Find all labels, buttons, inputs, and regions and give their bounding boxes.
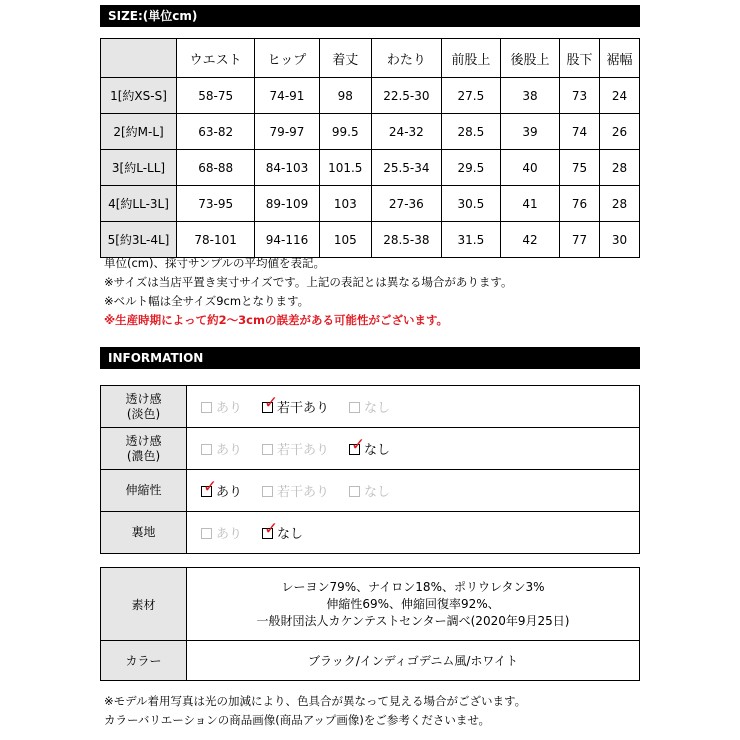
material-row	[101, 568, 640, 641]
info-option	[262, 481, 329, 500]
material-label: 素材	[101, 568, 187, 641]
size-cell: 73	[560, 78, 600, 114]
info-label-main: 透け感	[125, 391, 162, 406]
info-option	[201, 523, 242, 542]
info-option-label: なし	[364, 401, 391, 416]
info-label	[101, 470, 187, 512]
material-value	[187, 568, 640, 641]
checked-checkbox-icon	[201, 477, 218, 497]
size-cell: 25.5-34	[371, 150, 441, 186]
size-cell: 26	[600, 114, 640, 150]
size-column-header: 後股上	[500, 39, 559, 78]
size-row	[101, 78, 640, 114]
size-cell: 41	[500, 186, 559, 222]
info-label-main: 伸縮性	[125, 483, 162, 497]
size-cell: 28	[600, 150, 640, 186]
size-cell: 76	[560, 186, 600, 222]
size-cell: 105	[319, 222, 371, 258]
size-cell: 89-109	[255, 186, 319, 222]
info-row	[101, 386, 640, 428]
info-row	[101, 428, 640, 470]
size-column-header: わたり	[371, 39, 441, 78]
size-cell: 75	[560, 150, 600, 186]
size-column-header: ヒップ	[255, 39, 319, 78]
information-table	[100, 385, 640, 554]
info-option	[262, 519, 304, 542]
size-cell: 94-116	[255, 222, 319, 258]
size-cell: 27-36	[371, 186, 441, 222]
info-option	[262, 439, 329, 458]
size-row-label: 2[約M-L]	[101, 114, 177, 150]
info-options	[187, 470, 640, 512]
checkbox-icon	[262, 486, 273, 497]
info-option-label: あり	[216, 485, 243, 500]
size-cell: 31.5	[441, 222, 500, 258]
size-cell: 84-103	[255, 150, 319, 186]
checkbox-icon	[349, 402, 360, 413]
info-option	[201, 477, 243, 500]
info-options	[187, 428, 640, 470]
info-option-label: 若干あり	[277, 443, 330, 458]
size-table-header-row	[101, 39, 640, 78]
material-line: 伸縮性69%、伸縮回復率92%、	[326, 596, 500, 611]
size-row-label: 4[約LL-3L]	[101, 186, 177, 222]
size-row	[101, 114, 640, 150]
size-cell: 38	[500, 78, 559, 114]
info-option-label: なし	[364, 485, 391, 500]
info-option	[349, 481, 390, 500]
size-cell: 77	[560, 222, 600, 258]
bottom-note-line: ※モデル着用写真は光の加減により、色具合が異なって見える場合がございます。	[104, 694, 527, 708]
size-row	[101, 222, 640, 258]
size-cell: 101.5	[319, 150, 371, 186]
info-option-label: なし	[277, 527, 304, 542]
info-option-label: 若干あり	[277, 485, 330, 500]
size-column-header: ウエスト	[177, 39, 255, 78]
size-cell: 24-32	[371, 114, 441, 150]
checkbox-icon	[262, 444, 273, 455]
bottom-note-line: カラーバリエーションの商品画像(商品アップ画像)をご参考くださいませ。	[104, 713, 491, 727]
note-line: ※ベルト幅は全サイズ9cmとなります。	[104, 294, 310, 308]
info-label-main: 裏地	[131, 525, 156, 539]
checkbox-icon	[201, 444, 212, 455]
info-label	[101, 386, 187, 428]
size-cell: 27.5	[441, 78, 500, 114]
size-row-label: 1[約XS-S]	[101, 78, 177, 114]
size-cell: 78-101	[177, 222, 255, 258]
bottom-notes	[104, 692, 526, 730]
size-cell: 63-82	[177, 114, 255, 150]
info-label	[101, 428, 187, 470]
size-column-header: 股下	[560, 39, 600, 78]
info-option	[201, 439, 242, 458]
material-line: レーヨン79%、ナイロン18%、ポリウレタン3%	[281, 579, 545, 594]
check-mark-icon: ✓	[264, 519, 279, 539]
check-mark-icon: ✓	[264, 393, 279, 413]
color-row	[101, 641, 640, 681]
size-cell: 28	[600, 186, 640, 222]
info-option-label: あり	[216, 527, 243, 542]
size-table	[100, 38, 640, 258]
info-options	[187, 386, 640, 428]
info-option	[201, 397, 242, 416]
note-line: ※サイズは当店平置き実寸サイズです。上記の表記とは異なる場合があります。	[104, 275, 513, 289]
size-cell: 28.5-38	[371, 222, 441, 258]
size-cell: 28.5	[441, 114, 500, 150]
info-option	[349, 397, 390, 416]
size-table-corner	[101, 39, 177, 78]
size-cell: 30	[600, 222, 640, 258]
info-label-sub: (濃色)	[126, 448, 161, 463]
size-cell: 42	[500, 222, 559, 258]
size-cell: 40	[500, 150, 559, 186]
color-label: カラー	[101, 641, 187, 681]
color-value: ブラック/インディゴデニム風/ホワイト	[187, 641, 640, 681]
size-cell: 103	[319, 186, 371, 222]
check-mark-icon: ✓	[203, 477, 218, 497]
info-option	[262, 393, 330, 416]
size-cell: 74-91	[255, 78, 319, 114]
info-row	[101, 512, 640, 554]
info-option-label: あり	[216, 401, 243, 416]
checked-checkbox-icon	[262, 519, 279, 539]
checkbox-icon	[201, 402, 212, 413]
size-column-header: 裾幅	[600, 39, 640, 78]
checked-checkbox-icon	[262, 393, 279, 413]
note-line: 単位(cm)、採寸サンプルの平均値を表記。	[104, 256, 325, 270]
checkbox-icon	[201, 528, 212, 539]
size-section-header: SIZE:(単位cm)	[100, 5, 640, 27]
size-notes	[104, 254, 512, 330]
note-warning: ※生産時期によって約2〜3cmの誤差がある可能性がございます。	[104, 313, 449, 327]
size-cell: 73-95	[177, 186, 255, 222]
size-row-label: 3[約L-LL]	[101, 150, 177, 186]
info-row	[101, 470, 640, 512]
info-option-label: あり	[216, 443, 243, 458]
size-cell: 24	[600, 78, 640, 114]
size-row	[101, 186, 640, 222]
size-cell: 30.5	[441, 186, 500, 222]
size-cell: 22.5-30	[371, 78, 441, 114]
info-option-label: なし	[364, 443, 391, 458]
size-row-label: 5[約3L-4L]	[101, 222, 177, 258]
size-cell: 68-88	[177, 150, 255, 186]
size-column-header: 着丈	[319, 39, 371, 78]
size-cell: 79-97	[255, 114, 319, 150]
material-table	[100, 567, 640, 681]
size-cell: 74	[560, 114, 600, 150]
size-column-header: 前股上	[441, 39, 500, 78]
size-cell: 29.5	[441, 150, 500, 186]
check-mark-icon: ✓	[351, 435, 366, 455]
size-cell: 98	[319, 78, 371, 114]
size-row	[101, 150, 640, 186]
info-option	[349, 435, 391, 458]
size-cell: 58-75	[177, 78, 255, 114]
material-line: 一般財団法人カケンテストセンター調べ(2020年9月25日)	[256, 613, 570, 628]
info-option-label: 若干あり	[277, 401, 330, 416]
info-label-sub: (淡色)	[126, 406, 161, 421]
size-cell: 39	[500, 114, 559, 150]
size-cell: 99.5	[319, 114, 371, 150]
info-label-main: 透け感	[125, 433, 162, 448]
information-section-header: INFORMATION	[100, 347, 640, 369]
checkbox-icon	[349, 486, 360, 497]
info-options	[187, 512, 640, 554]
checked-checkbox-icon	[349, 435, 366, 455]
info-label	[101, 512, 187, 554]
